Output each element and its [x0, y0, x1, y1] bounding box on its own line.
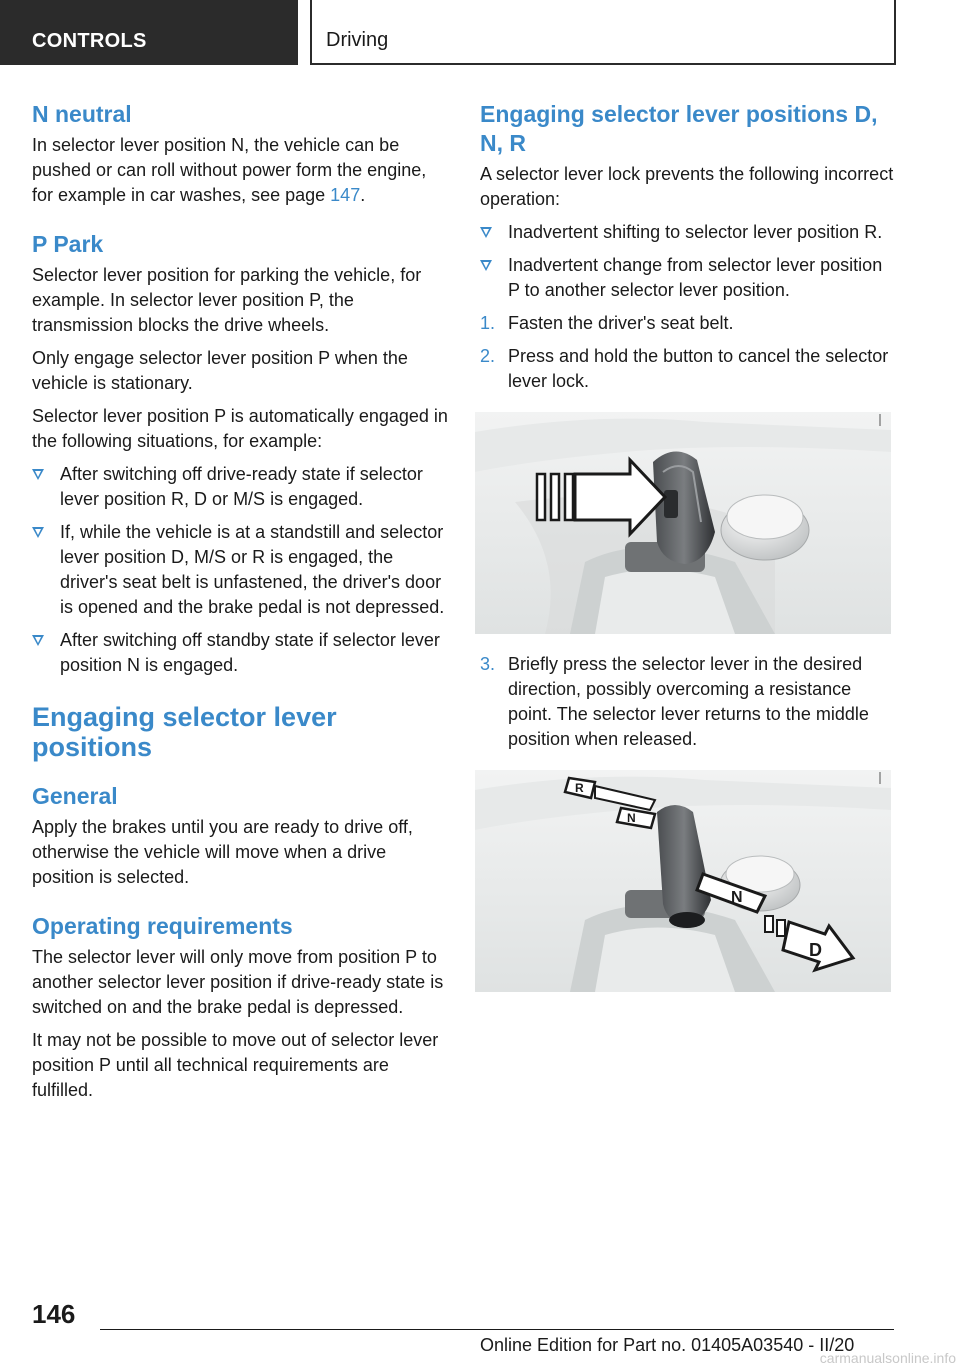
operating-para-1: The selector lever will only move from position P to another selector lever position if drive-ready state is switched on and the brake pedal is depressed. [32, 947, 444, 1017]
bullet-triangle-icon [480, 227, 492, 238]
step-item: 2. Press and hold the button to cancel the selector lever lock. [480, 346, 889, 391]
bullet-triangle-icon [32, 635, 44, 646]
selector-lever-directions-illustration [475, 770, 891, 992]
list-item: After switching off standby state if selector lever position N is engaged. [32, 628, 450, 678]
list-item: If, while the vehicle is at a standstill and selector lever position D, M/S or R is engaged, the driver's seat belt is unfastened, the driver's door is opened and the brake pedal is not depressed. [32, 520, 450, 620]
selector-lever-button-illustration [475, 412, 891, 634]
engaging-heading: Engaging selector lever positions [32, 702, 337, 762]
n-lower-direction-label: N [731, 889, 743, 906]
chapter-breadcrumb: Driving [310, 0, 896, 65]
list-item: Inadvertent shifting to selector lever position R. [480, 220, 898, 245]
p-park-para-1: Selector lever position for parking the vehicle, for example. In selector lever position P, the transmission blocks the drive wheels. [32, 265, 422, 335]
step-item: 1. Fasten the driver's seat belt. [480, 313, 734, 333]
left-column [32, 100, 450, 1111]
watermark: carmanualsonline.info [819, 1350, 956, 1366]
p-park-heading: P Park [32, 231, 104, 257]
footer-rule [100, 1329, 894, 1330]
d-direction-label: D [809, 940, 822, 960]
steps-list-b [480, 652, 898, 752]
r-direction-label: R [575, 781, 584, 795]
step-item: 3. Briefly press the selector lever in the desired direction, possibly overcoming a resistance point. The selector lever returns to the middle position when released. [480, 654, 869, 749]
p-park-para-3: Selector lever position P is automatically engaged in the following situations, for example: [32, 406, 448, 451]
lock-intro-text: A selector lever lock prevents the following incorrect operation: [480, 164, 894, 209]
list-item: Inadvertent change from selector lever position P to another selector lever position. [480, 253, 898, 303]
p-park-para-2: Only engage selector lever position P when the vehicle is stationary. [32, 348, 408, 393]
page-number: 146 [32, 1299, 76, 1329]
list-item: After switching off drive-ready state if selector lever position R, D or M/S is engaged. [32, 462, 450, 512]
right-column [480, 100, 898, 1010]
bullet-triangle-icon [480, 260, 492, 271]
general-text: Apply the brakes until you are ready to drive off, otherwise the vehicle will move when a drive position is selected. [32, 817, 413, 887]
p-park-bullets [32, 462, 450, 678]
page-ref-link[interactable]: 147 [330, 185, 361, 205]
bullet-triangle-icon [32, 527, 44, 538]
footer-edition: Online Edition for Part no. 01405A03540 - II/20 [480, 1335, 855, 1355]
n-neutral-heading: N neutral [32, 101, 132, 127]
general-heading: General [32, 783, 118, 809]
n-upper-direction-label: N [627, 811, 636, 825]
operating-requirements-heading: Operating requirements [32, 913, 293, 939]
engaging-dnr-heading: Engaging selector lever positions D, N, R [480, 101, 878, 156]
n-neutral-text: In selector lever position N, the vehicle can be pushed or can roll without power form the engine, for example in car washes, see page 147. [32, 135, 427, 205]
lock-bullets [480, 220, 898, 303]
section-tab: CONTROLS [0, 0, 298, 65]
operating-para-2: It may not be possible to move out of selector lever position P until all technical requirements are fulfilled. [32, 1030, 439, 1100]
steps-list-a [480, 311, 898, 394]
bullet-triangle-icon [32, 469, 44, 480]
